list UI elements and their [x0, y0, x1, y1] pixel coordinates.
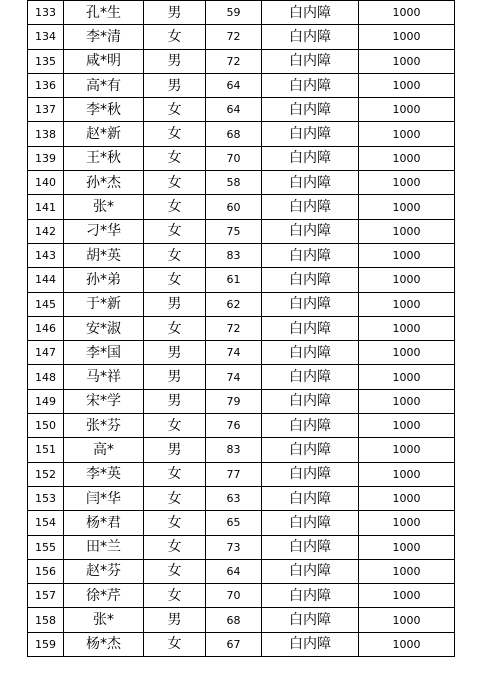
- patient-name-cell: 孙*弟: [64, 268, 144, 292]
- diagnosis-cell: 白内障: [262, 559, 359, 583]
- row-number-cell: 151: [28, 438, 64, 462]
- patient-name-cell: 咸*明: [64, 49, 144, 73]
- diagnosis-cell: 白内障: [262, 438, 359, 462]
- row-number-cell: 146: [28, 316, 64, 340]
- diagnosis-cell: 白内障: [262, 195, 359, 219]
- diagnosis-cell: 白内障: [262, 49, 359, 73]
- patient-age-cell: 61: [206, 268, 262, 292]
- table-row: [28, 171, 455, 195]
- amount-cell: 1000: [359, 365, 455, 389]
- patient-age-cell: 67: [206, 632, 262, 656]
- row-number-cell: 137: [28, 98, 64, 122]
- patient-age-cell: 62: [206, 292, 262, 316]
- patient-table: [27, 0, 455, 657]
- diagnosis-cell: 白内障: [262, 414, 359, 438]
- amount-cell: 1000: [359, 219, 455, 243]
- amount-cell: 1000: [359, 389, 455, 413]
- diagnosis-cell: 白内障: [262, 171, 359, 195]
- patient-age-cell: 72: [206, 49, 262, 73]
- patient-sex-cell: 男: [144, 608, 206, 632]
- patient-sex-cell: 女: [144, 511, 206, 535]
- patient-table-body: [28, 1, 455, 657]
- amount-cell: 1000: [359, 73, 455, 97]
- table-row: [28, 25, 455, 49]
- diagnosis-cell: 白内障: [262, 316, 359, 340]
- patient-name-cell: 胡*英: [64, 243, 144, 267]
- table-row: [28, 559, 455, 583]
- amount-cell: 1000: [359, 341, 455, 365]
- patient-name-cell: 马*祥: [64, 365, 144, 389]
- patient-sex-cell: 女: [144, 122, 206, 146]
- amount-cell: 1000: [359, 49, 455, 73]
- table-row: [28, 122, 455, 146]
- patient-name-cell: 赵*新: [64, 122, 144, 146]
- patient-name-cell: 刁*华: [64, 219, 144, 243]
- amount-cell: 1000: [359, 486, 455, 510]
- patient-age-cell: 77: [206, 462, 262, 486]
- row-number-cell: 141: [28, 195, 64, 219]
- amount-cell: 1000: [359, 25, 455, 49]
- patient-name-cell: 徐*芹: [64, 584, 144, 608]
- patient-sex-cell: 男: [144, 389, 206, 413]
- row-number-cell: 135: [28, 49, 64, 73]
- row-number-cell: 145: [28, 292, 64, 316]
- diagnosis-cell: 白内障: [262, 511, 359, 535]
- patient-sex-cell: 女: [144, 632, 206, 656]
- row-number-cell: 143: [28, 243, 64, 267]
- table-row: [28, 414, 455, 438]
- row-number-cell: 147: [28, 341, 64, 365]
- table-row: [28, 219, 455, 243]
- patient-sex-cell: 女: [144, 146, 206, 170]
- row-number-cell: 138: [28, 122, 64, 146]
- amount-cell: 1000: [359, 195, 455, 219]
- table-row: [28, 511, 455, 535]
- patient-name-cell: 宋*学: [64, 389, 144, 413]
- table-row: [28, 316, 455, 340]
- diagnosis-cell: 白内障: [262, 462, 359, 486]
- amount-cell: 1000: [359, 584, 455, 608]
- diagnosis-cell: 白内障: [262, 98, 359, 122]
- table-row: [28, 1, 455, 25]
- row-number-cell: 158: [28, 608, 64, 632]
- row-number-cell: 133: [28, 1, 64, 25]
- patient-name-cell: 张*: [64, 608, 144, 632]
- patient-sex-cell: 男: [144, 1, 206, 25]
- patient-sex-cell: 男: [144, 292, 206, 316]
- patient-name-cell: 孙*杰: [64, 171, 144, 195]
- amount-cell: 1000: [359, 122, 455, 146]
- patient-name-cell: 高*: [64, 438, 144, 462]
- patient-name-cell: 李*清: [64, 25, 144, 49]
- table-row: [28, 389, 455, 413]
- patient-age-cell: 70: [206, 584, 262, 608]
- patient-sex-cell: 男: [144, 341, 206, 365]
- patient-age-cell: 68: [206, 608, 262, 632]
- diagnosis-cell: 白内障: [262, 292, 359, 316]
- diagnosis-cell: 白内障: [262, 486, 359, 510]
- table-row: [28, 535, 455, 559]
- row-number-cell: 149: [28, 389, 64, 413]
- patient-sex-cell: 女: [144, 268, 206, 292]
- table-row: [28, 632, 455, 656]
- patient-sex-cell: 女: [144, 462, 206, 486]
- patient-name-cell: 赵*芬: [64, 559, 144, 583]
- patient-name-cell: 张*: [64, 195, 144, 219]
- patient-sex-cell: 男: [144, 438, 206, 462]
- patient-name-cell: 王*秋: [64, 146, 144, 170]
- amount-cell: 1000: [359, 414, 455, 438]
- table-row: [28, 365, 455, 389]
- patient-age-cell: 79: [206, 389, 262, 413]
- patient-sex-cell: 女: [144, 195, 206, 219]
- patient-name-cell: 李*秋: [64, 98, 144, 122]
- row-number-cell: 144: [28, 268, 64, 292]
- patient-age-cell: 73: [206, 535, 262, 559]
- table-row: [28, 195, 455, 219]
- patient-sex-cell: 女: [144, 25, 206, 49]
- patient-age-cell: 68: [206, 122, 262, 146]
- patient-age-cell: 72: [206, 25, 262, 49]
- diagnosis-cell: 白内障: [262, 25, 359, 49]
- amount-cell: 1000: [359, 511, 455, 535]
- diagnosis-cell: 白内障: [262, 73, 359, 97]
- patient-age-cell: 65: [206, 511, 262, 535]
- patient-sex-cell: 女: [144, 559, 206, 583]
- row-number-cell: 159: [28, 632, 64, 656]
- patient-age-cell: 64: [206, 73, 262, 97]
- patient-age-cell: 74: [206, 341, 262, 365]
- patient-name-cell: 孔*生: [64, 1, 144, 25]
- diagnosis-cell: 白内障: [262, 268, 359, 292]
- diagnosis-cell: 白内障: [262, 365, 359, 389]
- patient-sex-cell: 女: [144, 316, 206, 340]
- diagnosis-cell: 白内障: [262, 584, 359, 608]
- diagnosis-cell: 白内障: [262, 1, 359, 25]
- row-number-cell: 155: [28, 535, 64, 559]
- patient-sex-cell: 女: [144, 486, 206, 510]
- amount-cell: 1000: [359, 316, 455, 340]
- amount-cell: 1000: [359, 462, 455, 486]
- patient-age-cell: 75: [206, 219, 262, 243]
- patient-sex-cell: 女: [144, 535, 206, 559]
- patient-sex-cell: 女: [144, 98, 206, 122]
- diagnosis-cell: 白内障: [262, 341, 359, 365]
- patient-name-cell: 李*国: [64, 341, 144, 365]
- table-row: [28, 49, 455, 73]
- patient-name-cell: 杨*君: [64, 511, 144, 535]
- patient-name-cell: 闫*华: [64, 486, 144, 510]
- patient-sex-cell: 男: [144, 73, 206, 97]
- amount-cell: 1000: [359, 632, 455, 656]
- patient-age-cell: 83: [206, 438, 262, 462]
- patient-age-cell: 74: [206, 365, 262, 389]
- table-row: [28, 146, 455, 170]
- amount-cell: 1000: [359, 146, 455, 170]
- row-number-cell: 157: [28, 584, 64, 608]
- diagnosis-cell: 白内障: [262, 632, 359, 656]
- table-row: [28, 438, 455, 462]
- table-row: [28, 341, 455, 365]
- diagnosis-cell: 白内障: [262, 535, 359, 559]
- patient-age-cell: 64: [206, 559, 262, 583]
- diagnosis-cell: 白内障: [262, 146, 359, 170]
- row-number-cell: 142: [28, 219, 64, 243]
- table-row: [28, 98, 455, 122]
- patient-age-cell: 63: [206, 486, 262, 510]
- patient-age-cell: 59: [206, 1, 262, 25]
- row-number-cell: 153: [28, 486, 64, 510]
- patient-age-cell: 60: [206, 195, 262, 219]
- amount-cell: 1000: [359, 98, 455, 122]
- patient-name-cell: 张*芬: [64, 414, 144, 438]
- table-row: [28, 584, 455, 608]
- patient-sex-cell: 女: [144, 584, 206, 608]
- patient-name-cell: 李*英: [64, 462, 144, 486]
- row-number-cell: 152: [28, 462, 64, 486]
- amount-cell: 1000: [359, 243, 455, 267]
- patient-age-cell: 64: [206, 98, 262, 122]
- table-row: [28, 462, 455, 486]
- row-number-cell: 136: [28, 73, 64, 97]
- row-number-cell: 156: [28, 559, 64, 583]
- diagnosis-cell: 白内障: [262, 243, 359, 267]
- patient-sex-cell: 男: [144, 49, 206, 73]
- amount-cell: 1000: [359, 559, 455, 583]
- table-row: [28, 486, 455, 510]
- diagnosis-cell: 白内障: [262, 389, 359, 413]
- patient-name-cell: 于*新: [64, 292, 144, 316]
- diagnosis-cell: 白内障: [262, 122, 359, 146]
- row-number-cell: 134: [28, 25, 64, 49]
- amount-cell: 1000: [359, 171, 455, 195]
- row-number-cell: 139: [28, 146, 64, 170]
- patient-age-cell: 83: [206, 243, 262, 267]
- amount-cell: 1000: [359, 292, 455, 316]
- table-row: [28, 243, 455, 267]
- table-row: [28, 73, 455, 97]
- patient-age-cell: 70: [206, 146, 262, 170]
- row-number-cell: 148: [28, 365, 64, 389]
- patient-sex-cell: 女: [144, 171, 206, 195]
- row-number-cell: 140: [28, 171, 64, 195]
- table-row: [28, 292, 455, 316]
- amount-cell: 1000: [359, 1, 455, 25]
- amount-cell: 1000: [359, 608, 455, 632]
- patient-name-cell: 高*有: [64, 73, 144, 97]
- patient-sex-cell: 女: [144, 414, 206, 438]
- patient-age-cell: 76: [206, 414, 262, 438]
- patient-age-cell: 72: [206, 316, 262, 340]
- diagnosis-cell: 白内障: [262, 219, 359, 243]
- patient-sex-cell: 女: [144, 243, 206, 267]
- patient-name-cell: 田*兰: [64, 535, 144, 559]
- amount-cell: 1000: [359, 535, 455, 559]
- table-row: [28, 268, 455, 292]
- row-number-cell: 154: [28, 511, 64, 535]
- patient-age-cell: 58: [206, 171, 262, 195]
- amount-cell: 1000: [359, 268, 455, 292]
- patient-sex-cell: 男: [144, 365, 206, 389]
- row-number-cell: 150: [28, 414, 64, 438]
- patient-name-cell: 安*淑: [64, 316, 144, 340]
- table-row: [28, 608, 455, 632]
- diagnosis-cell: 白内障: [262, 608, 359, 632]
- amount-cell: 1000: [359, 438, 455, 462]
- patient-sex-cell: 女: [144, 219, 206, 243]
- patient-name-cell: 杨*杰: [64, 632, 144, 656]
